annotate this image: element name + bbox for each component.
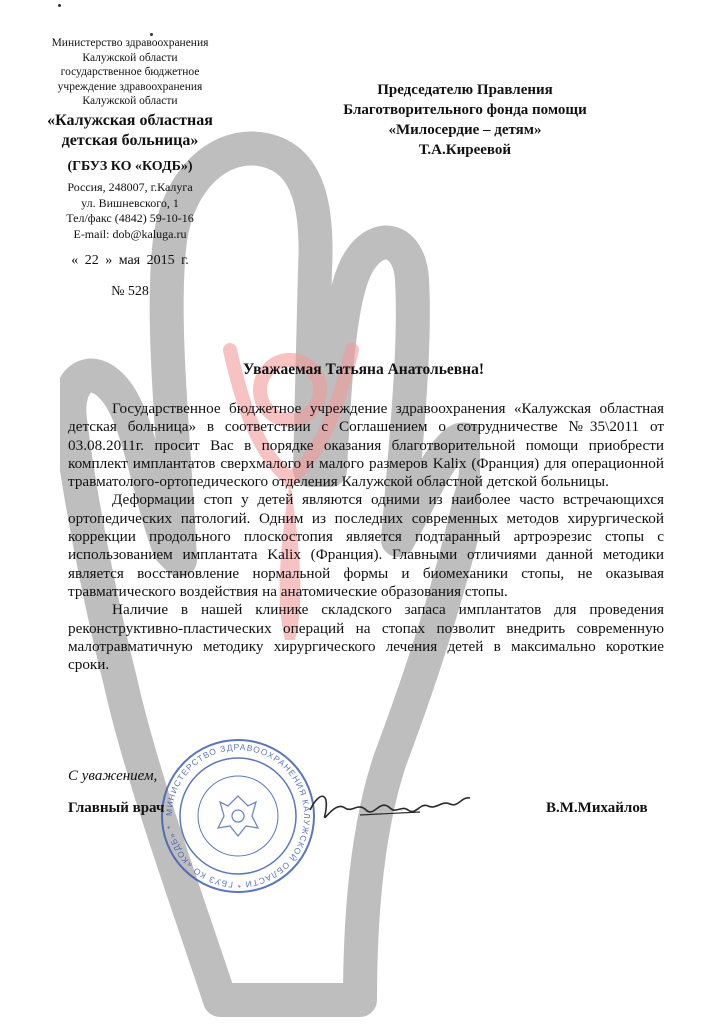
- org-line: учреждение здравоохранения: [57, 80, 203, 93]
- phone-fax-line: Тел/факс (4842) 59-10-16: [66, 211, 194, 225]
- org-line: Министерство здравоохранения: [51, 37, 209, 49]
- recipient-line: Председателю Правления: [377, 82, 553, 98]
- coat-of-arms-icon: [218, 796, 258, 836]
- letterhead: [30, 36, 230, 299]
- email-line: E-mail: dob@kaluga.ru: [73, 226, 187, 241]
- recipient-line: Т.А.Киреевой: [418, 142, 512, 158]
- recipient-line: «Милосердие – детям»: [388, 122, 542, 138]
- letter-body: [68, 400, 664, 674]
- signer-position: Главный врач: [68, 800, 165, 816]
- body-paragraph: Наличие в нашей клинике складского запаса имплантатов для проведения реконструктивно-пластических операций на стопах позволит внедрить современную малотравматичную методику хирургического лечения детей в максимально короткие сроки.: [68, 601, 664, 674]
- signer-name: В.М.Михайлов: [546, 800, 648, 816]
- stamp-text: МИНИСТЕРСТВО ЗДРАВООХРАНЕНИЯ КАЛУЖСКОЙ ОБЛАСТИ * ГБУЗ КО «КОДБ» *: [163, 741, 313, 891]
- address-line: Россия, 248007, г.Калуга: [67, 180, 193, 194]
- hospital-name-line: «Калужская областная: [47, 111, 213, 129]
- recipient-block: [300, 80, 630, 160]
- hospital-name: [30, 111, 230, 151]
- body-paragraph: Деформации стоп у детей являются одними из наиболее часто встречающихся ортопедических патологий. Одним из последних современных методов хирургической коррекции продольного плоскостопия является подтаранный артроэрезис стопы с использованием имплантата Kalix (Франция). Главными отличиями данной методики является восстановление нормальной формы и биомеханики стопы, не оказывая травматического воздействия на анатомические образования стопы.: [68, 491, 664, 600]
- closing-phrase: С уважением,: [68, 768, 158, 784]
- hospital-abbreviation: (ГБУЗ КО «КОДБ»): [67, 158, 193, 174]
- letter-date: « 22 » мая 2015 г.: [71, 253, 189, 268]
- handwritten-signature: [300, 780, 480, 830]
- svg-text:МИНИСТЕРСТВО ЗДРАВООХРАНЕНИЯ К: [164, 742, 312, 890]
- org-line: государственное бюджетное: [60, 66, 200, 78]
- hospital-name-line: детская больница»: [61, 131, 199, 149]
- org-line: Калужской области: [82, 51, 178, 64]
- letter-number: № 528: [111, 283, 149, 299]
- official-stamp: [158, 736, 318, 896]
- recipient-line: Благотворительного фонда помощи: [343, 102, 587, 118]
- address-line: ул. Вишневского, 1: [81, 195, 179, 210]
- salutation: Уважаемая Татьяна Анатольевна!: [242, 361, 485, 378]
- body-paragraph: Государственное бюджетное учреждение здравоохранения «Калужская областная детская больница» в соответствии с Соглашением о сотрудничестве №35\2011 от 03.08.2011г. просит Вас в порядке оказания благотворительной помощи приобрести комплект имплантатов сверхмалого и малого размеров Kalix (Франция) для операционной травматолого-ортопедического отделения Калужской областной детской больницы.: [68, 400, 664, 491]
- org-line: Калужской области: [82, 95, 178, 107]
- scan-speck: [58, 4, 61, 7]
